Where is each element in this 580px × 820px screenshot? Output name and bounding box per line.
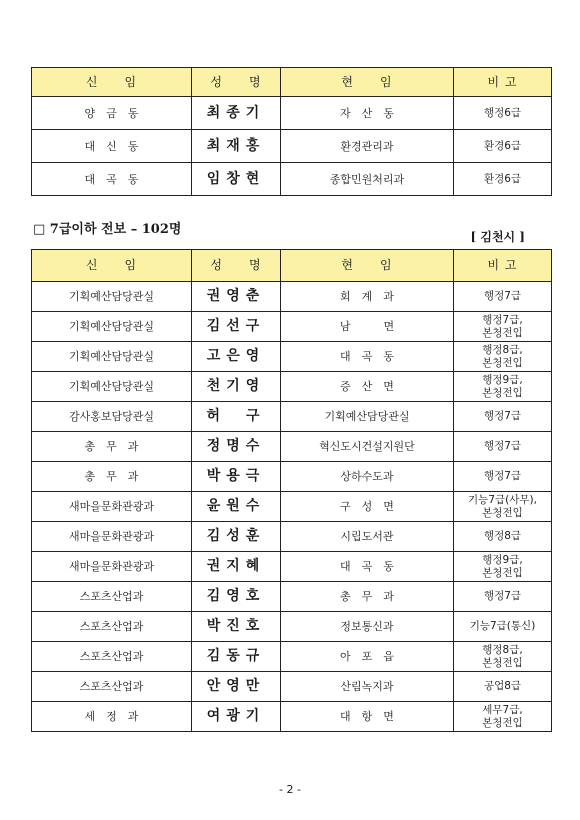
new-post-cell: 기획예산담당관실 (32, 312, 192, 342)
note-cell (454, 130, 552, 163)
note-line: 본청전입 (482, 656, 523, 669)
person-name-cell: 고은영 (192, 342, 281, 372)
note-line: 본청전입 (482, 386, 523, 399)
note-cell (454, 432, 552, 462)
current-post-cell: 시립도서관 (281, 522, 454, 552)
table-row (32, 462, 552, 492)
note-line: 공업8급 (483, 680, 522, 692)
note-cell (454, 612, 552, 642)
current-post-cell: 상하수도과 (281, 462, 454, 492)
person-name-cell: 정명수 (192, 432, 281, 462)
current-post-cell: 산림녹지과 (281, 672, 454, 702)
note-line: 본청전입 (482, 356, 523, 369)
note-cell (454, 372, 552, 402)
note-line: 환경6급 (483, 139, 522, 152)
current-post-cell: 기획예산담당관실 (281, 402, 454, 432)
note-line: 행정7급 (483, 290, 522, 302)
note-cell (454, 462, 552, 492)
new-post-cell: 기획예산담당관실 (32, 282, 192, 312)
person-name-cell: 김동규 (192, 642, 281, 672)
current-post-cell: 남 면 (281, 312, 454, 342)
table-row (32, 402, 552, 432)
new-post-cell: 새마을문화관광과 (32, 522, 192, 552)
new-post-cell: 새마을문화관광과 (32, 492, 192, 522)
page-number: - 2 - (279, 783, 301, 796)
note-line: 본청전입 (482, 566, 523, 579)
note-line: 행정8급, (482, 643, 523, 656)
table-row (32, 372, 552, 402)
note-cell (454, 342, 552, 372)
person-name-cell: 박진호 (192, 612, 281, 642)
table-row (32, 642, 552, 672)
note-line: 행정6급 (483, 106, 522, 119)
table-row (32, 612, 552, 642)
note-line: 행정7급, (482, 313, 523, 326)
current-post-cell: 종합민원처리과 (281, 163, 454, 196)
header-current-post: 현 임 (281, 68, 454, 97)
current-post-cell: 증 산 면 (281, 372, 454, 402)
note-line: 행정7급 (483, 590, 522, 602)
person-name-cell: 임창현 (192, 163, 281, 196)
current-post-cell: 대 곡 동 (281, 552, 454, 582)
person-name-cell: 허 구 (192, 402, 281, 432)
section-heading: □ 7급이하 전보 – 102명 (33, 222, 182, 237)
personnel-table-top (31, 67, 552, 196)
person-name-cell: 권영춘 (192, 282, 281, 312)
new-post-cell: 새마을문화관광과 (32, 552, 192, 582)
person-name-cell: 천기영 (192, 372, 281, 402)
new-post-cell: 기획예산담당관실 (32, 372, 192, 402)
current-post-cell: 총 무 과 (281, 582, 454, 612)
new-post-cell: 양 금 동 (32, 97, 192, 130)
current-post-cell: 대 항 면 (281, 702, 454, 732)
person-name-cell: 김성훈 (192, 522, 281, 552)
current-post-cell: 환경관리과 (281, 130, 454, 163)
header-current-post: 현 임 (281, 250, 454, 282)
current-post-cell: 정보통신과 (281, 612, 454, 642)
new-post-cell: 대 신 동 (32, 130, 192, 163)
note-line: 기능7급(통신) (469, 620, 536, 632)
table-row (32, 552, 552, 582)
person-name-cell: 최재홍 (192, 130, 281, 163)
table-row (32, 282, 552, 312)
note-cell (454, 312, 552, 342)
note-cell (454, 642, 552, 672)
note-line: 본청전입 (482, 716, 523, 729)
note-cell (454, 672, 552, 702)
person-name-cell: 박용극 (192, 462, 281, 492)
note-cell (454, 702, 552, 732)
note-cell (454, 582, 552, 612)
note-line: 본청전입 (482, 506, 523, 519)
note-line: 행정7급 (483, 440, 522, 452)
organization-label: [ 김천시 ] (470, 230, 525, 244)
table-row (32, 97, 552, 130)
person-name-cell: 김영호 (192, 582, 281, 612)
header-note: 비 고 (454, 68, 552, 97)
note-line: 본청전입 (482, 326, 523, 339)
note-line: 기능7급(사무), (468, 493, 537, 506)
table-row (32, 312, 552, 342)
person-name-cell: 최종기 (192, 97, 281, 130)
new-post-cell: 총 무 과 (32, 432, 192, 462)
note-cell (454, 97, 552, 130)
personnel-table-main (31, 249, 552, 732)
header-name: 성 명 (192, 250, 281, 282)
note-line: 행정8급 (483, 530, 522, 542)
table-row (32, 342, 552, 372)
table-row (32, 492, 552, 522)
new-post-cell: 스포츠산업과 (32, 642, 192, 672)
current-post-cell: 구 성 면 (281, 492, 454, 522)
new-post-cell: 세 정 과 (32, 702, 192, 732)
table-header-row (32, 250, 552, 282)
header-new-post: 신 임 (32, 250, 192, 282)
new-post-cell: 기획예산담당관실 (32, 342, 192, 372)
table-row (32, 582, 552, 612)
header-new-post: 신 임 (32, 68, 192, 97)
note-line: 행정9급, (482, 373, 523, 386)
note-cell (454, 522, 552, 552)
table-row (32, 163, 552, 196)
note-cell (454, 163, 552, 196)
table-row (32, 130, 552, 163)
person-name-cell: 안영만 (192, 672, 281, 702)
person-name-cell: 윤원수 (192, 492, 281, 522)
new-post-cell: 스포츠산업과 (32, 612, 192, 642)
note-line: 행정7급 (483, 470, 522, 482)
current-post-cell: 자 산 동 (281, 97, 454, 130)
table-header-row (32, 68, 552, 97)
current-post-cell: 아 포 읍 (281, 642, 454, 672)
table-row (32, 432, 552, 462)
note-line: 세무7급, (482, 703, 523, 716)
note-line: 환경6급 (483, 172, 522, 185)
header-name: 성 명 (192, 68, 281, 97)
note-cell (454, 552, 552, 582)
table-row (32, 702, 552, 732)
note-cell (454, 282, 552, 312)
note-cell (454, 492, 552, 522)
header-note: 비 고 (454, 250, 552, 282)
note-line: 행정7급 (483, 410, 522, 422)
note-cell (454, 402, 552, 432)
current-post-cell: 회 계 과 (281, 282, 454, 312)
table-row (32, 522, 552, 552)
note-line: 행정8급, (482, 343, 523, 356)
new-post-cell: 대 곡 동 (32, 163, 192, 196)
table-row (32, 672, 552, 702)
person-name-cell: 여광기 (192, 702, 281, 732)
person-name-cell: 김선구 (192, 312, 281, 342)
new-post-cell: 총 무 과 (32, 462, 192, 492)
new-post-cell: 스포츠산업과 (32, 582, 192, 612)
new-post-cell: 스포츠산업과 (32, 672, 192, 702)
new-post-cell: 감사홍보담당관실 (32, 402, 192, 432)
note-line: 행정9급, (482, 553, 523, 566)
person-name-cell: 권지혜 (192, 552, 281, 582)
current-post-cell: 대 곡 동 (281, 342, 454, 372)
current-post-cell: 혁신도시건설지원단 (281, 432, 454, 462)
